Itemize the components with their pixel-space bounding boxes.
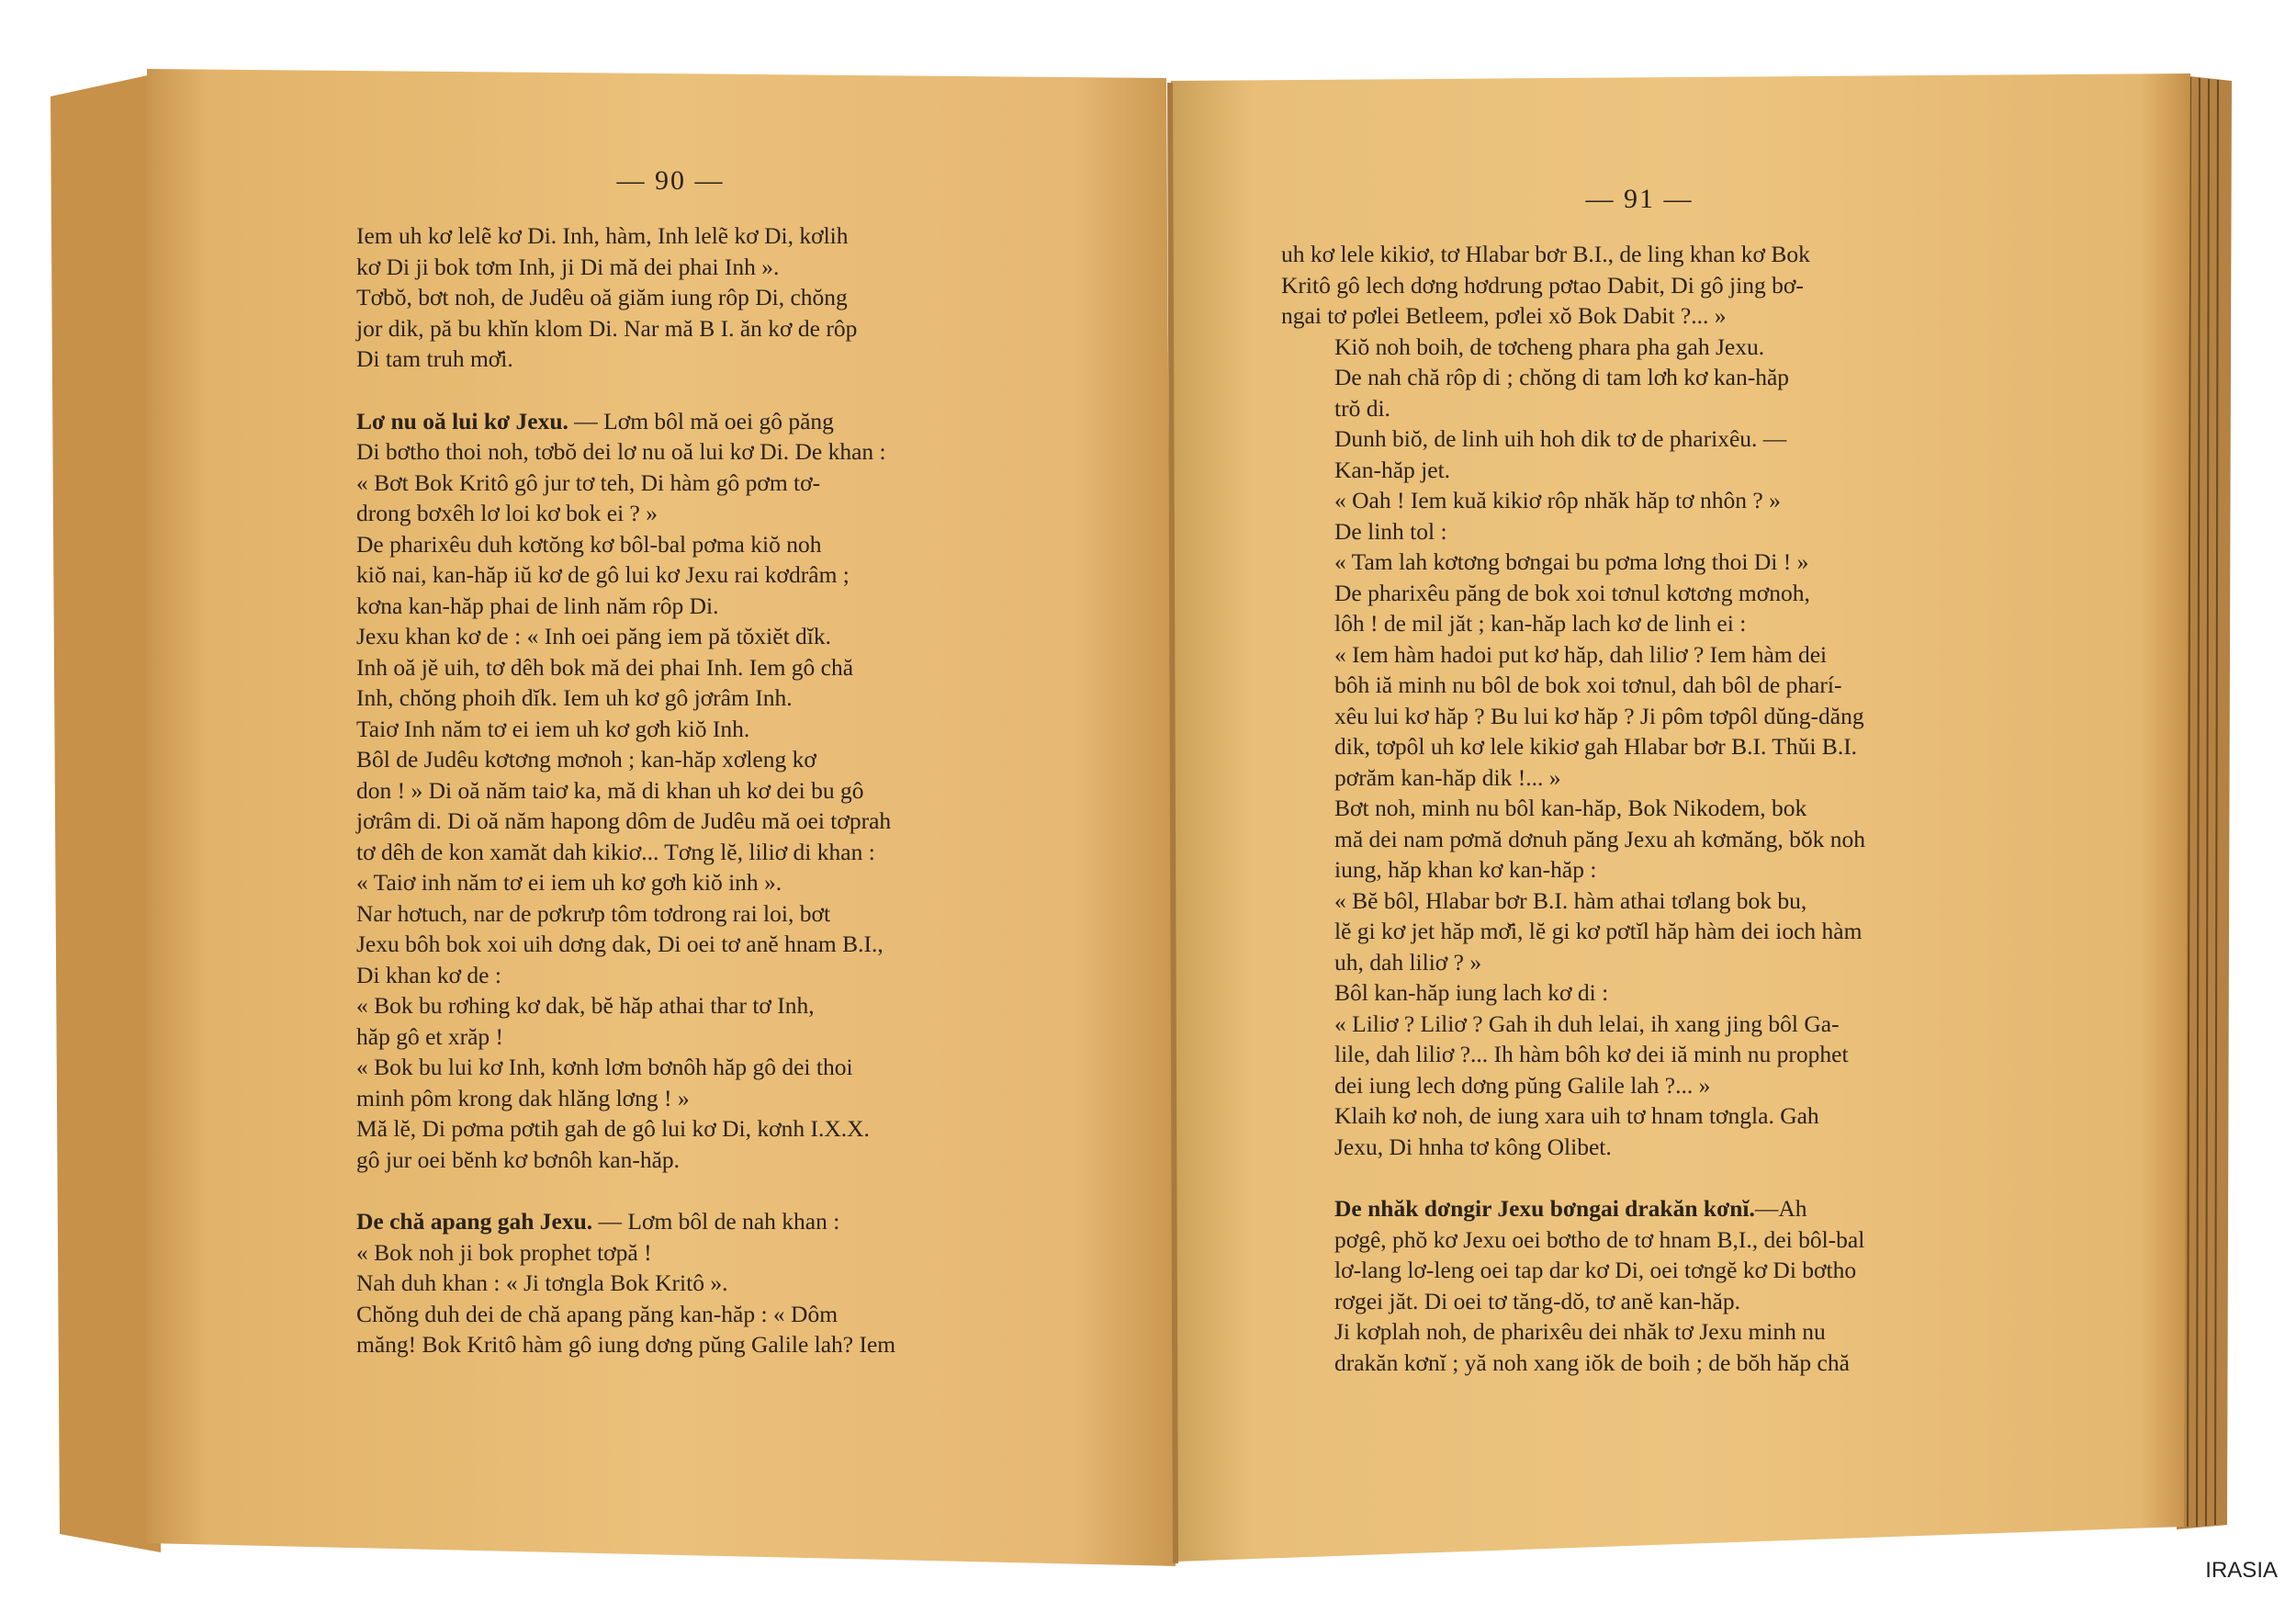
paragraph xyxy=(1281,977,1998,1009)
text-line: lile, dah liliơ ?... Ih hàm bôh kơ dei iă minh nu prophet xyxy=(1334,1041,1849,1067)
text-line: drakăn kơnĭ ; yă noh xang iŏk de boih ; de bŏh hăp chă xyxy=(1334,1348,1850,1376)
text-line: uh, dah liliơ ? » xyxy=(1334,948,1482,976)
text-line: De pharixêu duh kơtŏng kơ bôl-bal pơma kiŏ noh xyxy=(356,530,822,558)
paragraph xyxy=(303,990,1038,1052)
watermark: IRASIA xyxy=(2205,1558,2278,1583)
text-line: Dunh biŏ, de linh uih hoh dik tơ de pharixêu. — xyxy=(1334,425,1787,452)
text-line: Iem uh kơ lelẽ kơ Di. Inh, hàm, Inh lelẽ kơ Di, kơlih xyxy=(356,222,849,249)
text-line: jor dik, pă bu khĭn klom Di. Nar mă B I. ăn kơ de rôp xyxy=(356,314,858,342)
text-line: rơgei jăt. Di oei tơ tăng-dŏ, tơ anĕ kan-hăp. xyxy=(1334,1287,1740,1314)
text-line: jơrâm di. Di oă năm hapong dôm de Judêu mă oei tơprah xyxy=(356,807,892,834)
text-line: kiŏ nai, kan-hăp iŭ kơ de gô lui kơ Jexu rai kơdrâm ; xyxy=(356,561,850,588)
paragraph xyxy=(1281,793,1998,885)
text-line: Bơt noh, minh nu bôl kan-hăp, Bok Nikodem, bok xyxy=(1334,795,1807,821)
paragraph xyxy=(303,468,1038,529)
text-line: tơ dêh de kon xamăt dah kikiơ... Tơng lĕ, liliơ di khan : xyxy=(356,838,875,865)
text-line: Di tam truh mơ̆i. xyxy=(356,345,513,372)
text-line: Klaih kơ noh, de iung xara uih tơ hnam tơngla. Gah xyxy=(1334,1102,1819,1129)
text-line: măng! Bok Kritô hàm gô iung dơng pŭng Galile lah? Iem xyxy=(356,1331,896,1358)
paragraph xyxy=(1281,332,1998,363)
text-line: Di khan kơ de : xyxy=(356,961,501,988)
text-line: De linh tol : xyxy=(1334,517,1447,545)
text-line: Ji kơplah noh, de pharixêu dei nhăk tơ Jexu minh nu xyxy=(1334,1318,1826,1345)
paragraph xyxy=(303,220,1038,282)
text-line: Inh oă jĕ uih, tơ dêh bok mă dei phai Inh. Iem gô chă xyxy=(356,653,854,681)
section-gap xyxy=(1281,1162,1998,1193)
paragraph xyxy=(1281,423,1998,485)
text-line: De nah chă rôp di ; chŏng di tam lơh kơ kan-hăp xyxy=(1334,364,1790,390)
paragraph xyxy=(1281,547,1998,578)
paragraph xyxy=(1281,362,1998,423)
text-line: gô jur oei bĕnh kơ bơnôh kan-hăp. xyxy=(356,1145,681,1173)
left-page-stack xyxy=(51,73,161,1552)
left-page xyxy=(303,165,1038,1360)
text-line: trŏ di. xyxy=(1334,394,1390,422)
text-line: « Liliơ ? Liliơ ? Gah ih duh lelai, ih xang jing bôl Ga- xyxy=(1334,1010,1840,1037)
text-line: Nar hơtuch, nar de pơkrưp tôm tơdrong rai loi, bơt xyxy=(356,899,831,927)
paragraph xyxy=(1281,1316,1998,1378)
text-line: dik, tơpôl uh kơ lele kikiơ gah Hlabar bơr B.I. Thŭi B.I. xyxy=(1334,733,1858,760)
paragraph xyxy=(1281,885,1998,978)
right-page xyxy=(1281,184,1998,1378)
text-line: Jexu bôh bok xoi uih dơng dak, Di oei tơ anĕ hnam B.I., xyxy=(356,931,884,957)
page-text xyxy=(1281,239,1998,1378)
text-line: bôh iă minh nu bôl de bok xoi tơnul, dah bôl de pharí- xyxy=(1334,671,1842,698)
text-line: Lơ nu oă lui kơ Jexu. — Lơm bôl mă oei gô păng xyxy=(356,407,834,434)
paragraph xyxy=(1281,639,1998,794)
text-line: Chŏng duh dei de chă apang păng kan-hăp : « Dôm xyxy=(356,1300,838,1327)
text-line: lôh ! de mil jăt ; kan-hăp lach kơ de linh ei : xyxy=(1334,610,1747,637)
paragraph xyxy=(303,1206,1038,1268)
paragraph xyxy=(303,406,1038,468)
paragraph xyxy=(1281,239,1998,332)
section-heading: De chă apang gah Jexu. xyxy=(356,1208,593,1235)
text-line: Taiơ Inh năm tơ ei iem uh kơ gơh kiŏ Inh. xyxy=(356,715,750,742)
text-line: Di bơtho thoi noh, tơbŏ dei lơ nu oă lui kơ Di. De khan : xyxy=(356,438,886,465)
paragraph xyxy=(303,744,1038,898)
text-line: iung, hăp khan kơ kan-hăp : xyxy=(1334,856,1597,883)
text-line: mă dei nam pơmă dơnuh păng Jexu ah kơmăng, bŏk noh xyxy=(1334,825,1865,852)
text-line: dei iung lech dơng pŭng Galile lah ?... » xyxy=(1334,1071,1711,1099)
paragraph xyxy=(1281,516,1998,547)
text-line: Jexu, Di hnha tơ kông Olibet. xyxy=(1334,1133,1612,1160)
paragraph xyxy=(303,714,1038,745)
text-line: Kiŏ noh boih, de tơcheng phara pha gah Jexu. xyxy=(1334,333,1765,360)
paragraph xyxy=(303,282,1038,375)
text-line: « Tam lah kơtơng bơngai bu pơma lơng thoi Di ! » xyxy=(1334,548,1809,575)
text-line: Kan-hăp jet. xyxy=(1334,456,1451,483)
paragraph xyxy=(1281,1193,1998,1316)
text-line: Jexu khan kơ de : « Inh oei păng iem pă tŏxiĕt dĭk. xyxy=(356,623,831,649)
text-line: « Oah ! Iem kuă kikiơ rôp nhăk hăp tơ nhôn ? » xyxy=(1334,487,1781,513)
text-line: Mă lĕ, Di pơma pơtih gah de gô lui kơ Di, kơnh I.X.X. xyxy=(356,1115,870,1142)
text-line: kơ Di ji bok tơm Inh, ji Di mă dei phai Inh ». xyxy=(356,253,780,280)
text-line: drong bơxêh lơ loi kơ bok ei ? » xyxy=(356,500,658,526)
text-line: Kritô gô lech dơng hơdrung pơtao Dabit, Di gô jing bơ- xyxy=(1281,271,1804,299)
text-line: De chă apang gah Jexu. — Lơm bôl de nah khan : xyxy=(356,1208,840,1235)
paragraph xyxy=(1281,485,1998,516)
text-line: De nhăk dơngir Jexu bơngai drakăn kơnĭ.—Ah xyxy=(1334,1195,1807,1222)
text-line: Inh, chŏng phoih dĭk. Iem uh kơ gô jơrâm Inh. xyxy=(356,684,793,711)
text-line: De pharixêu păng de bok xoi tơnul kơtơng mơnoh, xyxy=(1334,579,1810,606)
text-line: « Taiơ inh năm tơ ei iem uh kơ gơh kiŏ inh ». xyxy=(356,869,782,896)
paragraph xyxy=(1281,1009,1998,1101)
section-gap xyxy=(303,375,1038,406)
text-line: « Bok noh ji bok prophet tơpă ! xyxy=(356,1238,652,1266)
text-line: « Bĕ bôl, Hlabar bơr B.I. hàm athai tơlang bok bu, xyxy=(1334,886,1807,914)
section-heading: De nhăk dơngir Jexu bơngai drakăn kơnĭ. xyxy=(1334,1195,1755,1222)
text-line: « Bok bu rơhing kơ dak, bĕ hăp athai thar tơ Inh, xyxy=(356,992,815,1019)
text-line: pơgê, phŏ kơ Jexu oei bơtho de tơ hnam B,I., dei bôl-bal xyxy=(1334,1225,1865,1253)
section-gap xyxy=(303,1175,1038,1206)
text-line: Bôl de Judêu kơtơng mơnoh ; kan-hăp xơleng kơ xyxy=(356,746,816,773)
paragraph xyxy=(303,898,1038,991)
page-number: — 91 — xyxy=(1585,184,1694,214)
text-line: lĕ gi kơ jet hăp mơ̆i, lĕ gi kơ pơtĭl hăp hàm dei ioch hàm xyxy=(1334,918,1863,944)
paragraph xyxy=(303,1113,1038,1175)
text-line: hăp gô et xrăp ! xyxy=(356,1022,504,1050)
text-line: xêu lui kơ hăp ? Bu lui kơ hăp ? Ji pôm tơpôl dŭng-dăng xyxy=(1334,702,1864,729)
paragraph xyxy=(303,1052,1038,1113)
text-line: Tơbŏ, bơt noh, de Judêu oă giăm iung rôp Di, chŏng xyxy=(356,284,848,310)
paragraph xyxy=(303,621,1038,714)
page-text xyxy=(303,220,1038,1360)
text-line: don ! » Di oă năm taiơ ka, mă di khan uh kơ dei bu gô xyxy=(356,776,864,804)
text-line: « Bơt Bok Kritô gô jur tơ teh, Di hàm gô pơm tơ- xyxy=(356,468,821,496)
text-line: « Bok bu lui kơ Inh, kơnh lơm bơnôh hăp gô dei thoi xyxy=(356,1054,853,1080)
paragraph xyxy=(303,1299,1038,1360)
paragraph xyxy=(1281,578,1998,639)
paragraph xyxy=(303,1268,1038,1299)
section-heading: Lơ nu oă lui kơ Jexu. xyxy=(356,407,568,434)
text-line: ngai tơ pơlei Betleem, pơlei xŏ Bok Dabit ?... » xyxy=(1281,302,1727,329)
text-line: « Iem hàm hadoi put kơ hăp, dah liliơ ? Iem hàm dei xyxy=(1334,640,1828,668)
text-line: lơ-lang lơ-leng oei tap dar kơ Di, oei tơngĕ kơ Di bơtho xyxy=(1334,1257,1857,1283)
page-number: — 90 — xyxy=(616,165,725,196)
text-line: minh pôm krong dak hlăng lơng ! » xyxy=(356,1084,690,1111)
paragraph xyxy=(1281,1100,1998,1162)
text-line: uh kơ lele kikiơ, tơ Hlabar bơr B.I., de ling khan kơ Bok xyxy=(1281,241,1810,267)
text-line: Bôl kan-hăp iung lach kơ di : xyxy=(1334,979,1609,1006)
text-line: Nah duh khan : « Ji tơngla Bok Kritô ». xyxy=(356,1269,728,1296)
text-line: kơna kan-hăp phai de linh năm rôp Di. xyxy=(356,592,719,619)
paragraph xyxy=(303,529,1038,622)
text-line: pơrăm kan-hăp dik !... » xyxy=(1334,763,1561,791)
